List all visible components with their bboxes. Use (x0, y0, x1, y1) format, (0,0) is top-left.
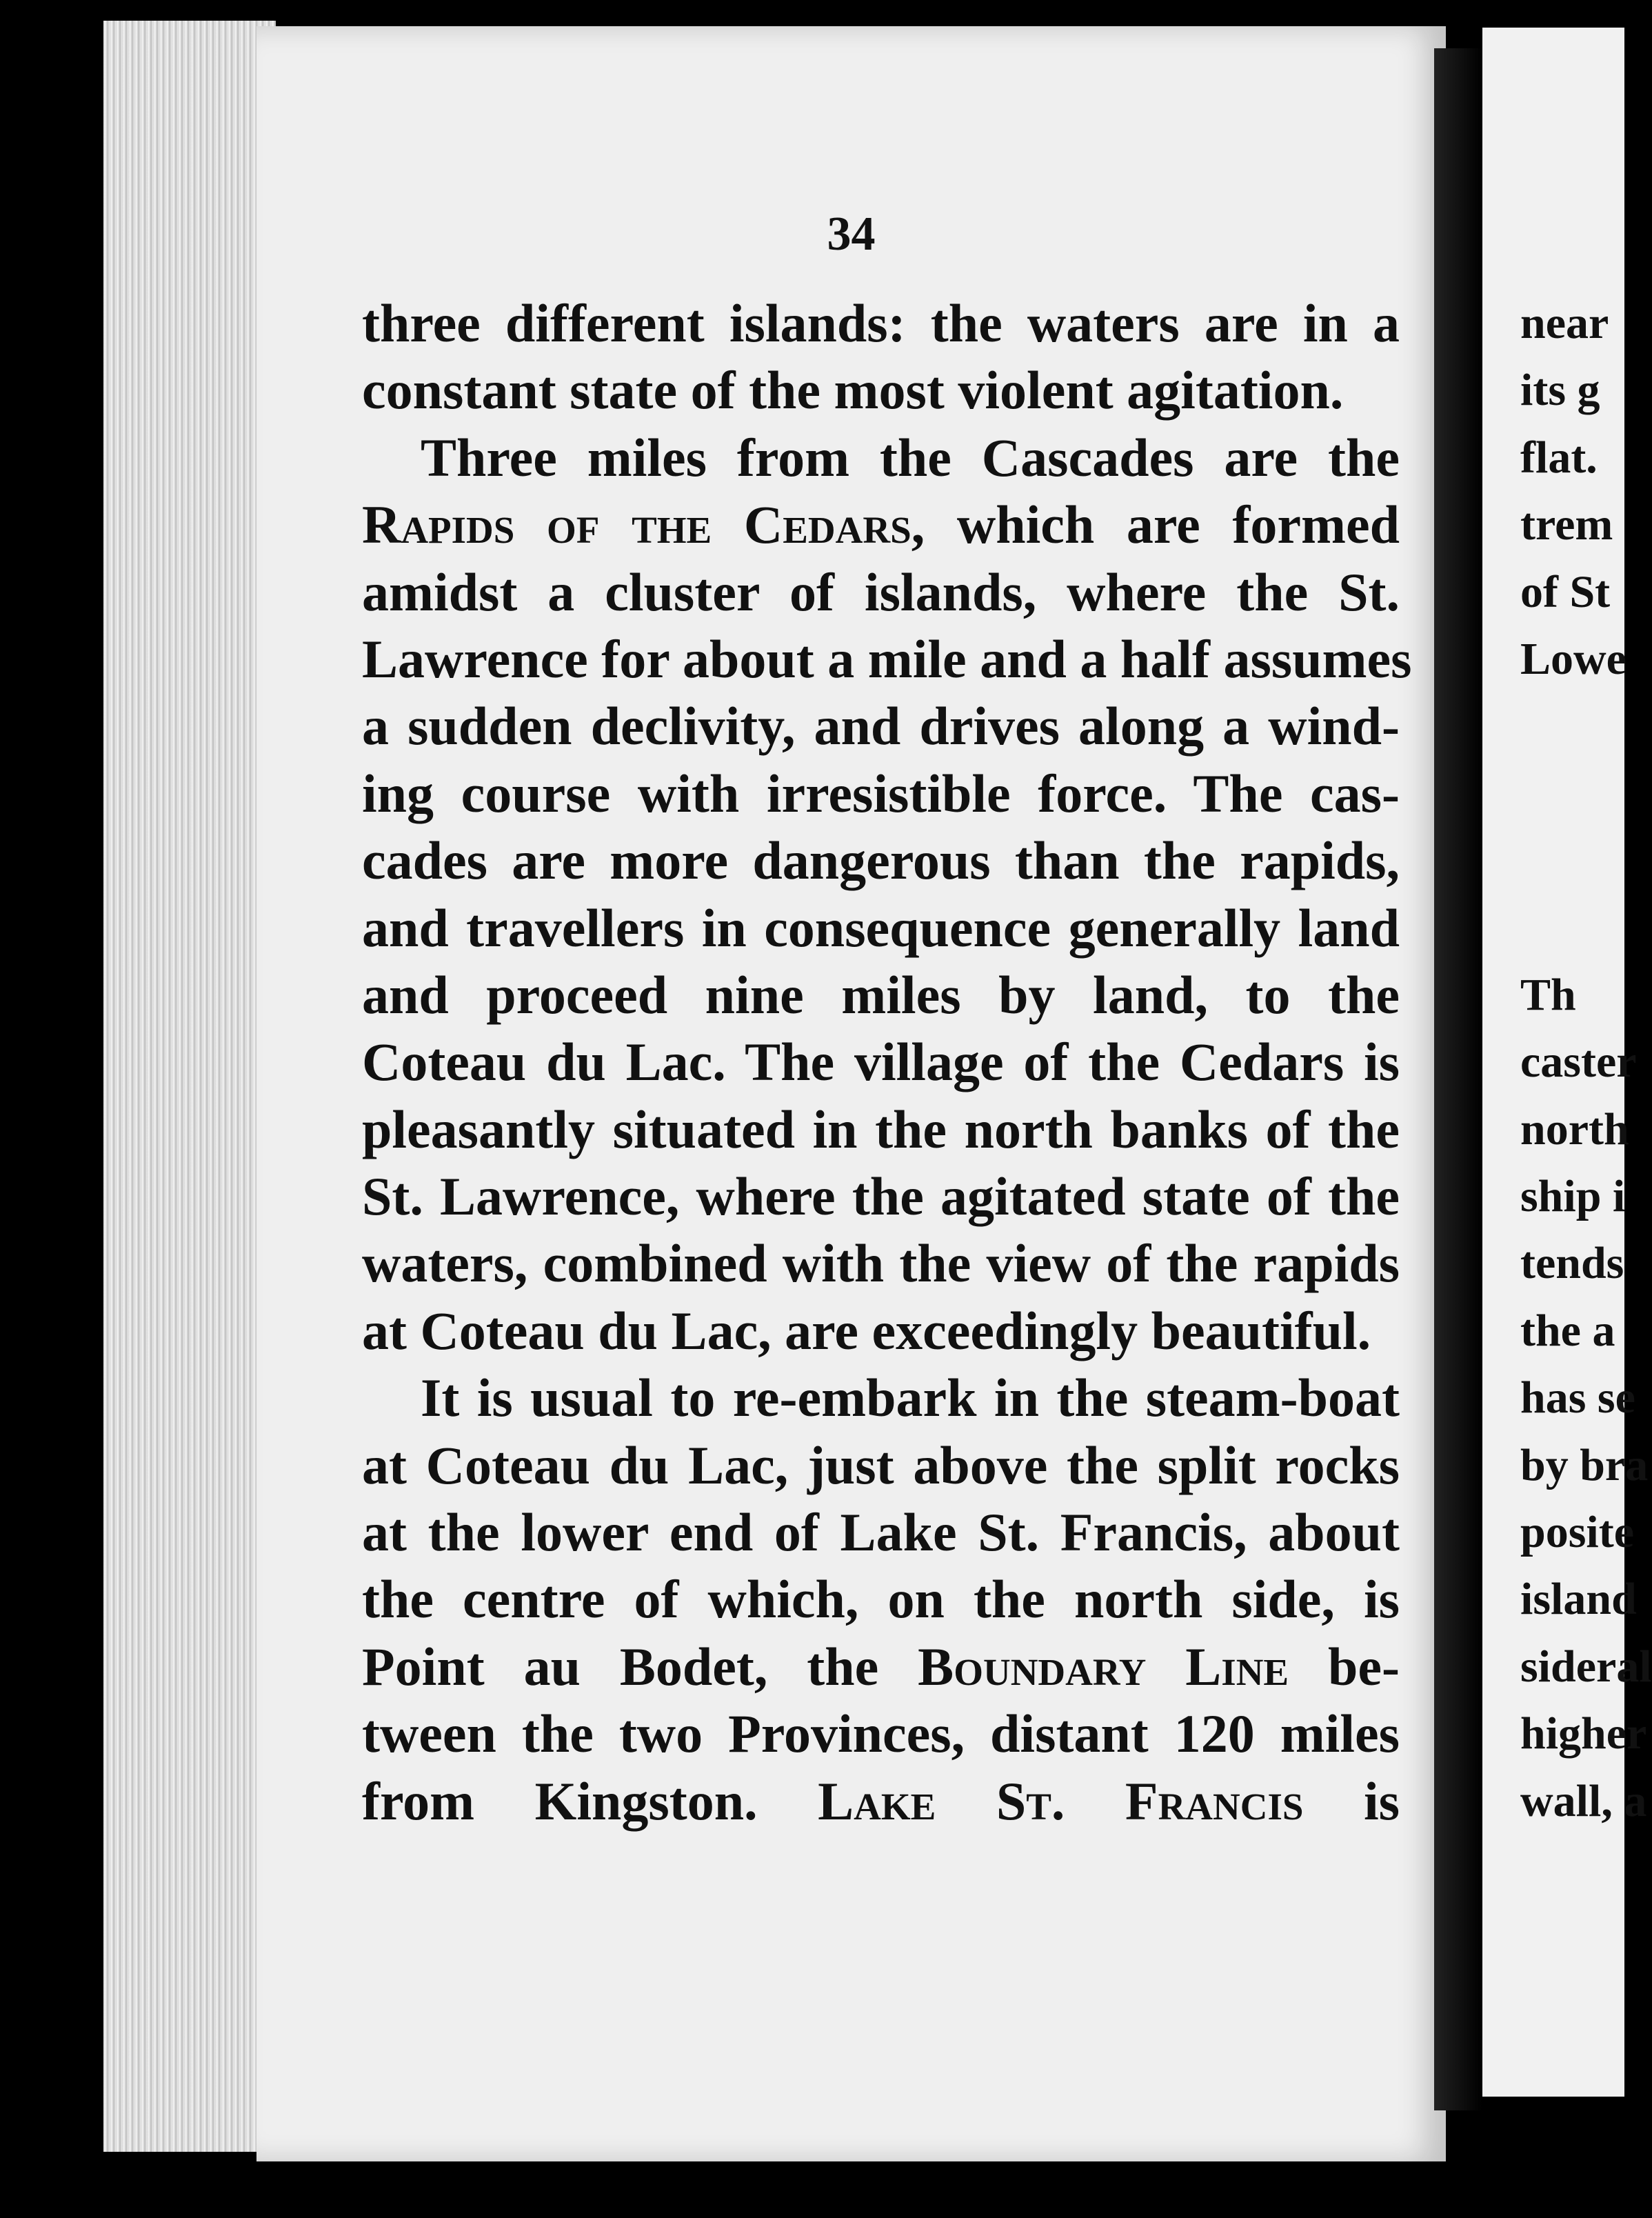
facing-text-line: its g (1520, 365, 1600, 416)
text-line (362, 1768, 1400, 1835)
facing-text-line: tends (1520, 1238, 1624, 1289)
text-span: three different islands: the waters are in a (362, 293, 1400, 353)
text-span: at Coteau du Lac, are exceedingly beautiful. (362, 1300, 1371, 1361)
facing-text-line: north (1520, 1103, 1629, 1155)
text-span: Point au Bodet, the (362, 1636, 918, 1697)
text-line (362, 559, 1400, 626)
text-line (362, 760, 1400, 827)
text-line (362, 1499, 1400, 1566)
text-line (362, 961, 1400, 1028)
facing-text-line: near (1520, 298, 1609, 348)
text-span: Lawrence for about a mile and a half assumes (362, 628, 1412, 689)
facing-text-line: caster (1520, 1037, 1637, 1088)
facing-text-line: trem (1520, 499, 1613, 550)
small-caps-text: Rapids of the Cedars (362, 494, 911, 555)
text-span: tween the two Provinces, distant 120 miles (362, 1704, 1400, 1764)
text-line (362, 1230, 1400, 1297)
text-span: and proceed nine miles by land, to the (362, 964, 1400, 1025)
text-line (362, 827, 1400, 894)
text-line (362, 692, 1400, 759)
facing-text-line: Th (1520, 969, 1576, 1020)
facing-text-line: ship i (1520, 1171, 1626, 1222)
gutter-shadow (1434, 48, 1482, 2110)
text-span: the centre of which, on the north side, is (362, 1569, 1400, 1630)
facing-text-line: the a (1520, 1305, 1615, 1356)
text-span: and travellers in consequence generally land (362, 897, 1400, 958)
text-line (362, 1700, 1400, 1767)
text-span: Three miles from the Cascades are the (421, 427, 1400, 488)
text-span: amidst a cluster of islands, where the St. (362, 561, 1400, 622)
facing-text-line: wall, a (1520, 1775, 1647, 1826)
text-line (362, 895, 1400, 961)
text-span: , which are formed (911, 494, 1400, 555)
text-line (362, 1297, 1400, 1364)
text-span: at Coteau du Lac, just above the split rocks (362, 1435, 1400, 1495)
text-line (362, 1364, 1400, 1431)
facing-text-line: higher (1520, 1708, 1647, 1759)
text-line (362, 1633, 1400, 1700)
facing-text-line: sideral (1520, 1641, 1652, 1692)
text-span: be- (1289, 1636, 1400, 1697)
text-line (362, 1096, 1400, 1163)
facing-text-line (1520, 827, 1624, 894)
text-span: ing course with irresistible force. The cas- (362, 763, 1400, 823)
body-text (362, 290, 1412, 1835)
small-caps-text: Lake St. Francis (818, 1770, 1304, 1831)
text-span: is (1303, 1770, 1400, 1831)
facing-text-line: Lowe (1520, 633, 1626, 684)
text-span: waters, combined with the view of the rapids (362, 1233, 1400, 1294)
text-span: pleasantly situated in the north banks of the (362, 1099, 1400, 1159)
facing-page-text (1520, 290, 1652, 1835)
text-span: at the lower end of Lake St. Francis, about (362, 1502, 1400, 1563)
facing-text-line: posite (1520, 1507, 1634, 1558)
text-span: constant state of the most violent agitation. (362, 360, 1344, 421)
page-number: 34 (827, 208, 876, 261)
small-caps-text: Boundary Line (918, 1636, 1289, 1697)
text-line (362, 424, 1400, 491)
facing-text-line (1520, 692, 1624, 759)
text-line (362, 290, 1400, 357)
text-line (362, 626, 1412, 692)
text-span: from Kingston. (362, 1770, 818, 1831)
facing-text-line: of St (1520, 566, 1611, 617)
facing-text-line: flat. (1520, 432, 1598, 483)
facing-text-line (1520, 895, 1624, 961)
facing-text-line: island (1520, 1574, 1637, 1625)
text-span: It is usual to re-embark in the steam-boat (421, 1368, 1400, 1428)
facing-text-line: by bra (1520, 1439, 1649, 1490)
facing-text-line (1520, 760, 1624, 827)
text-line (362, 1028, 1400, 1095)
text-span: cades are more dangerous than the rapids, (362, 830, 1400, 891)
text-line (362, 1163, 1400, 1230)
text-line (362, 357, 1400, 423)
facing-text-line: has se (1520, 1372, 1635, 1423)
text-span: a sudden declivity, and drives along a wind- (362, 696, 1400, 757)
text-line (362, 1566, 1400, 1632)
text-line (362, 1432, 1400, 1499)
text-span: St. Lawrence, where the agitated state of the (362, 1166, 1400, 1227)
page-edges (103, 21, 276, 2152)
text-span: Coteau du Lac. The village of the Cedars is (362, 1032, 1400, 1092)
text-line (362, 491, 1400, 558)
